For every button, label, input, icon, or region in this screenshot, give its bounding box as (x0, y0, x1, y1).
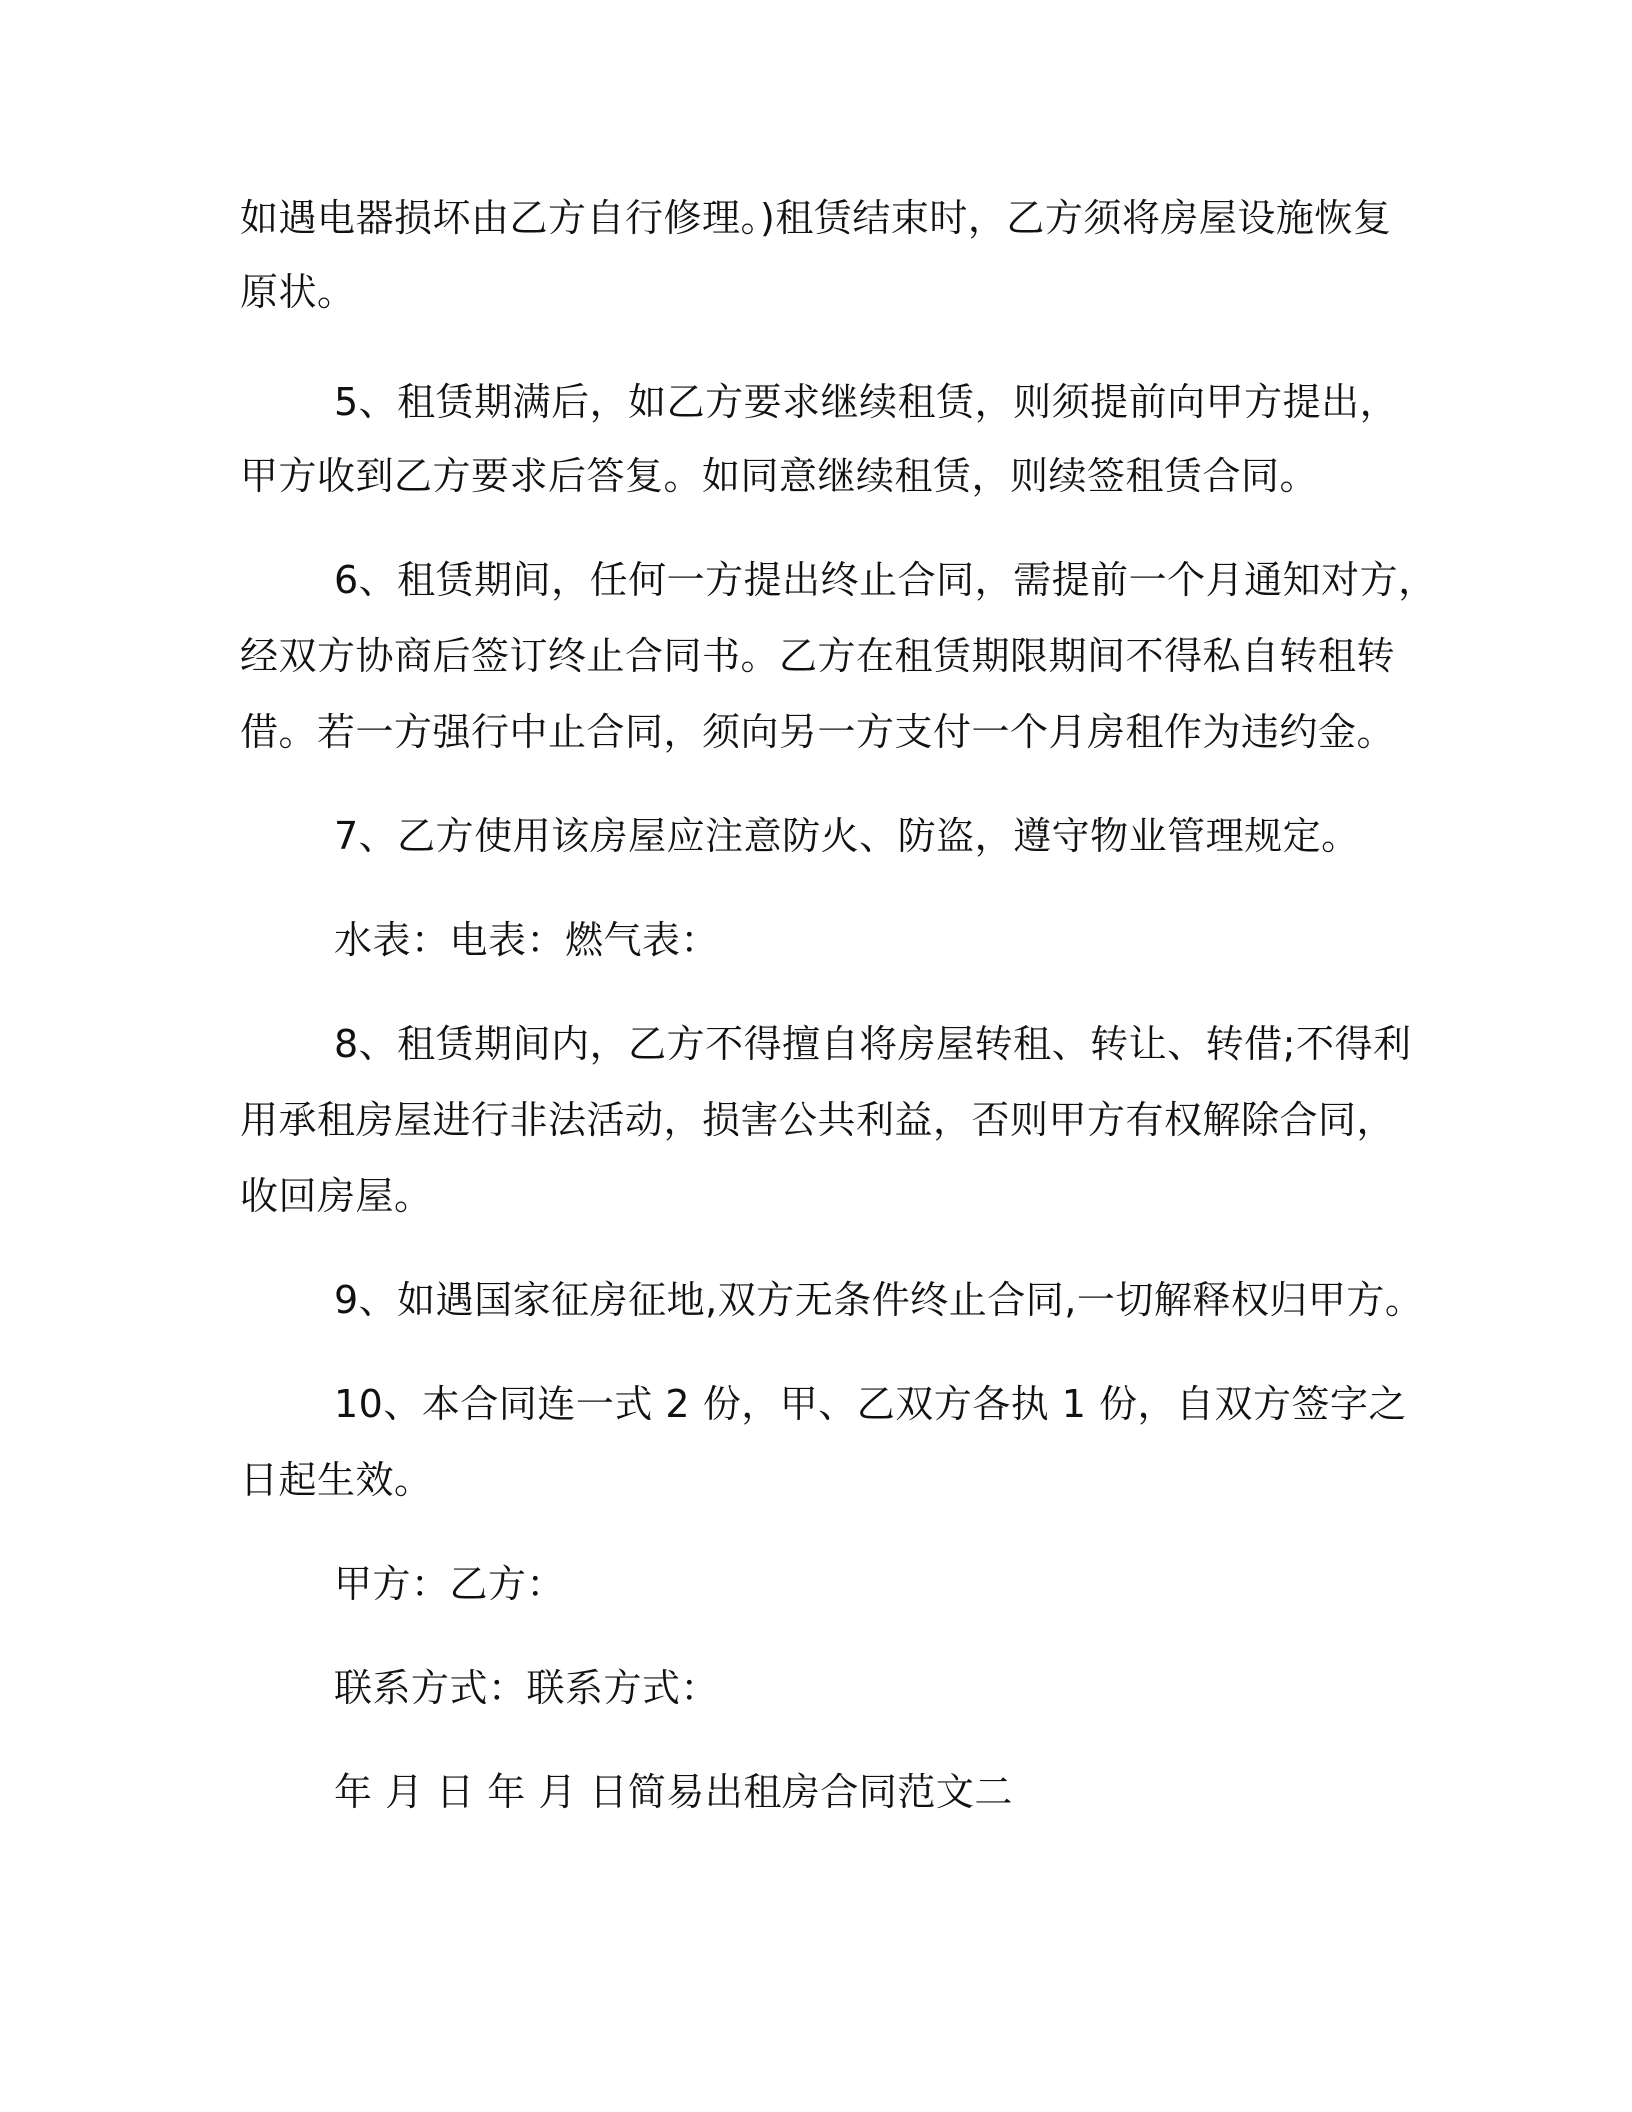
clause-6-line-2: 经双方协商后签订终止合同书。乙方在租赁期限期间不得私自转租转 (240, 634, 1396, 678)
clause-8-line-1: 8、租赁期间内，乙方不得擅自将房屋转租、转让、转借;不得利 (334, 1022, 1412, 1066)
clause-8-line-3: 收回房屋。 (240, 1174, 433, 1218)
clause-6-line-1: 6、租赁期间，任何一方提出终止合同，需提前一个月通知对方， (334, 558, 1437, 602)
clause-6-line-3: 借。若一方强行中止合同，须向另一方支付一个月房租作为违约金。 (240, 710, 1396, 754)
clause-10-line-2: 日起生效。 (240, 1458, 433, 1502)
contact-info: 联系方式：联系方式： (334, 1666, 720, 1710)
date-and-next-title: 年 月 日 年 月 日简易出租房合同范文二 (334, 1770, 1013, 1814)
paragraph-4-line-2: 原状。 (240, 270, 356, 314)
clause-8-line-2: 用承租房屋进行非法活动，损害公共利益，否则甲方有权解除合同， (240, 1098, 1396, 1142)
party-signatures: 甲方：乙方： (334, 1562, 566, 1606)
clause-9: 9、如遇国家征房征地,双方无条件终止合同,一切解释权归甲方。 (334, 1278, 1424, 1322)
paragraph-4-line-1: 如遇电器损坏由乙方自行修理。)租赁结束时，乙方须将房屋设施恢复 (240, 196, 1392, 240)
clause-7: 7、乙方使用该房屋应注意防火、防盗，遵守物业管理规定。 (334, 814, 1360, 858)
clause-10-line-1: 10、本合同连一式 2 份，甲、乙双方各执 1 份，自双方签字之 (334, 1382, 1408, 1426)
clause-5-line-1: 5、租赁期满后，如乙方要求继续租赁，则须提前向甲方提出， (334, 380, 1399, 424)
clause-5-line-2: 甲方收到乙方要求后答复。如同意继续租赁，则续签租赁合同。 (240, 454, 1319, 498)
meter-readings: 水表：电表：燃气表： (334, 918, 720, 962)
